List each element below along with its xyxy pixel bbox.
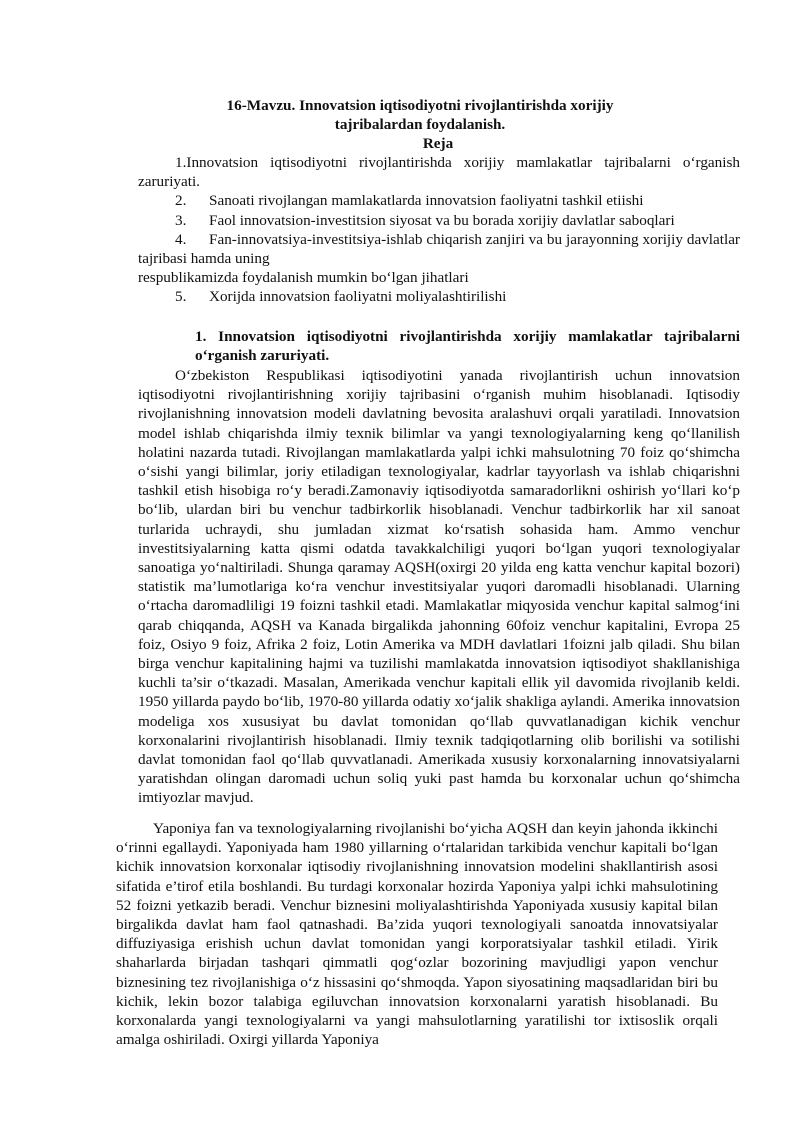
plan-item-number: 2.	[175, 192, 187, 210]
plan-list	[138, 153, 740, 307]
paragraph-2: Yaponiya fan va texnologiyalarning rivojlanishi bo‘yicha AQSH dan keyin jahonda ikkinchi o‘rinni egallaydi. Yaponiyada ham 1980 yillarning o‘rtalaridan tarkibida venchur kapitali bo‘lgan kichik innovatsion korxonalar iqtisodiy rivojlanishning innovatsion modelini shakllantirish asosi sifatida e’tirof etila boshlandi. Bu turdagi korxonalar hozirda Yaponiya yalpi ichki mahsulotining 52 foizni yetkazib beradi. Venchur biznesini moliyalashtirishda Yaponiyada xususiy kapital bilan birgalikda davlat ham faol qatnashadi. Ba’zida yuqori texnologiyali sanoatda innovatsiyalar diffuziyasiga erishish uchun davlat tomonidan yangi korporatsiyalar tashkil etiladi. Yirik shaharlarda birjadan tashqari qimmatli qog‘ozlar bozorining mavjudligi yapon venchur biznesining tez rivojlanishiga o‘z hissasini qo‘shmoqda. Yapon siyosatining maqsadlaridan biri bu kichik, lekin bozor talabiga egiluvchan innovatsion korxonalarni yaratish hisoblanadi. Bu korxonalarda yangi texnologiyalarni va yangi mahsulotlarning yaratilishi tor ixtisoslik orqali amalga oshiriladi. Oxirgi yillarda Yaponiya	[116, 820, 718, 1049]
plan-item-number: 4.	[175, 230, 187, 248]
plan-item-text: Xorijda innovatsion faoliyatni moliyalashtirilishi	[209, 288, 507, 306]
plan-item-4-continuation: respublikamizda foydalanish mumkin bo‘lgan jihatlari	[138, 269, 469, 287]
plan-item-2	[138, 191, 740, 210]
plan-item-text: Fan-innovatsiya-investitsiya-ishlab chiqarish zanjiri va bu jarayonning xorijiy davlatlar tajribasi hamda uning	[138, 230, 740, 268]
plan-item-number: 5.	[175, 288, 187, 306]
document-title	[180, 96, 660, 134]
plan-item-number: 3.	[175, 211, 187, 229]
section-body	[138, 366, 740, 808]
plan-item-3	[138, 211, 740, 230]
title-line-2: tajribalardan foydalanish.	[334, 116, 506, 134]
plan-item-text: Faol innovatsion-investitsion siyosat va bu borada xorijiy davlatlar saboqlari	[209, 211, 675, 229]
plan-item-text: Sanoati rivojlangan mamlakatlarda innovatsion faoliyatni tashkil etiishi	[209, 192, 644, 210]
paragraph-1: O‘zbekiston Respublikasi iqtisodiyotini yanada rivojlantirish uchun innovatsion iqtisodiyotni rivojlantirishning xorijiy tajribasini o‘rganish muhim hisoblanadi. Iqtisodiy rivojlanishning innovatsion modeli davlatning bevosita aralashuvi orqali yaratiladi. Innovatsion model ishlab chiqarishda ilmiy texnik bilimlar va yangi texnologiyalarning keng qo‘llanilish holatini nazarda tutadi. Rivojlangan mamlakatlarda yalpi ichki mahsulotning 70 foiz qo‘shimcha o‘sishi yangi bilimlar, joriy etiladigan texnologiyalar, kadrlar tayyorlash va ishlab chiqarishni tashkil etish hisobiga ro‘y beradi.Zamonaviy iqtisodiyotda samaradorlikni oshirish yo‘llari ko‘p bo‘lib, ulardan biri bu venchur tadbirkorlik hisoblanadi. Venchur tadbirkorlik har xil sanoat turlarida uchraydi, shu jumladan xizmat ko‘rsatish sohasida ham. Ammo venchur investitsiyalarning katta qismi odatda tavakkalchiligi yuqori bo‘lgan yuqori texnologiyalar sanoatiga yo‘naltiriladi. Shunga qaramay AQSH(oxirgi 20 yilda eng katta venchur kapital bozori) statistik ma’lumotlariga ko‘ra venchur investitsiyalar yuqori daromadli hisoblanadi. Ularning o‘rtacha daromadliligi 19 foizni tashkil etadi. Mamlakatlar miqyosida venchur kapital salmog‘ini qarab chiqqanda, AQSH va Kanada birgalikda jahonning 60foiz venchur kapitalini, Evropa 25 foiz, Osiyo 9 foiz, Afrika 2 foiz, Lotin Amerika va MDH davlatlari 1foizni jalb qiladi. Shu bilan birga venchur kapitalining hajmi va tuzilishi mamlakatda innovatsion iqtisodiyot shakllanishiga kuchli ta’sir o‘tkazadi. Masalan, Amerikada venchur kapitali ellik yil davomida rivojlanib keldi. 1950 yillarda paydo bo‘lib, 1970-80 yillarda odatiy xo‘jalik shakliga aylandi. Amerika innovatsion modeliga xos xususiyat bu davlat tomonidan qo‘llab quvvatlanadigan kichik venchur korxonalarini rivojlantirish hisoblanadi. Ilmiy texnik tadqiqotlarning olib borilishi va sotilishi davlat tomonidan faol qo‘llab quvvatlanadi. Amerikada xususiy korxonalarning innovatsiyalarni yaratishdan olingan daromadi uchun soliq yuki past hamda bu korxonalar uchun qo‘shimcha imtiyozlar mavjud.	[138, 367, 740, 807]
section-body-continued	[116, 819, 718, 1049]
plan-item-5	[138, 287, 740, 306]
plan-item-4	[138, 230, 740, 268]
section-heading: 1. Innovatsion iqtisodiyotni rivojlantirishda xorijiy mamlakatlar tajribalarni o‘rganish zaruriyati.	[195, 328, 740, 365]
plan-item-1: 1.Innovatsion iqtisodiyotni rivojlantirishda xorijiy mamlakatlar tajribalarni o‘rganish zaruriyati.	[138, 154, 740, 191]
plan-heading: Reja	[422, 135, 454, 152]
title-line-1: 16-Mavzu. Innovatsion iqtisodiyotni rivojlantirishda xorijiy	[226, 97, 614, 114]
